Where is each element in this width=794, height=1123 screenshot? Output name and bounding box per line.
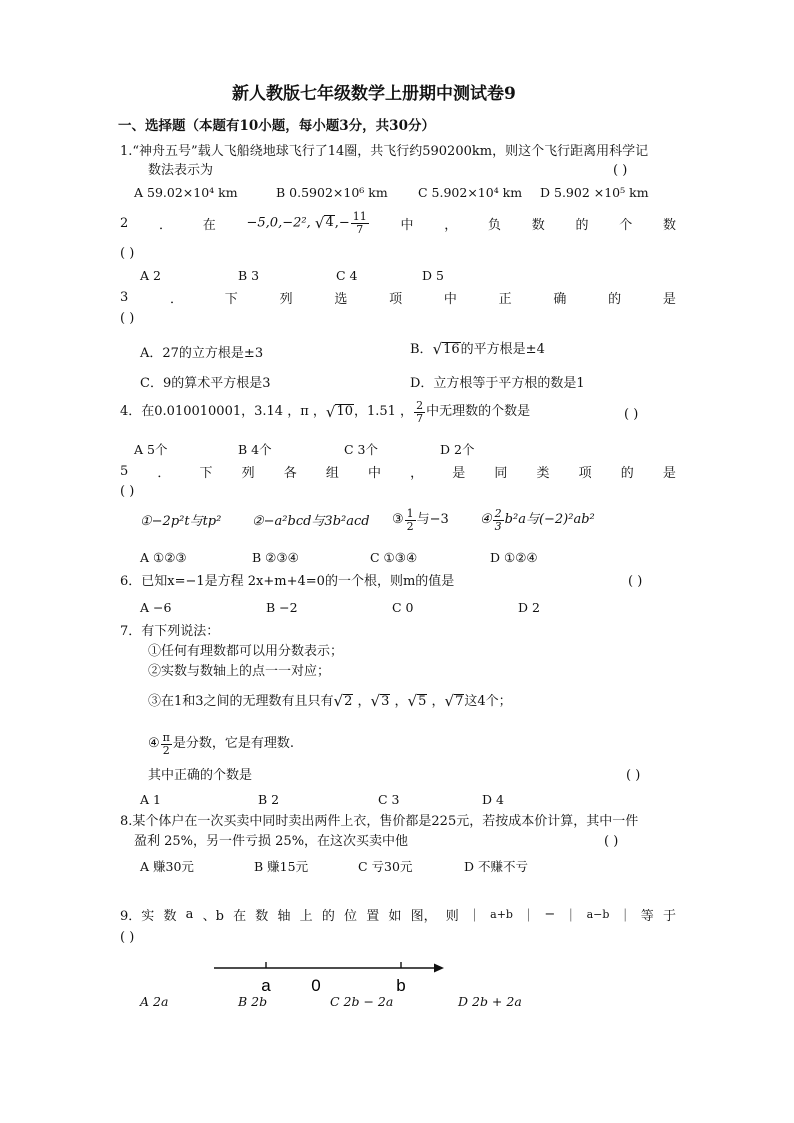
q4-middle: ，1.51 ， <box>353 404 414 420</box>
q8-option-b: B 赚15元 <box>254 859 309 874</box>
q5-item-4-text: b²a与(−2)²ab² <box>504 512 595 528</box>
q9-word: a+b <box>490 908 513 921</box>
q9-word: 数 <box>255 909 269 924</box>
page-title: 新人教版七年级数学上册期中测试卷9 <box>232 84 516 104</box>
q5-option-b: B ②③④ <box>252 550 299 565</box>
sqrt-symbol: √ 2 <box>333 692 353 711</box>
q5-option-c: C ①③④ <box>370 550 418 565</box>
q5-option-a: A ①②③ <box>140 550 187 565</box>
q2-option-a: A 2 <box>140 268 161 283</box>
q3-word: 的 <box>608 292 622 307</box>
q3-word: 3 <box>120 290 129 305</box>
q9-word: 数 <box>163 909 177 924</box>
q4-paren: ( ) <box>624 407 639 422</box>
q9-word: 位 <box>344 909 358 924</box>
q4-radicand: 10 <box>336 404 353 420</box>
q7-s4-suffix: 是分数，它是有理数. <box>172 736 295 752</box>
q3-word: 列 <box>279 292 293 307</box>
q6-option-a: A −6 <box>140 600 172 615</box>
q6-line: 6．已知x=−1是方程 2x+m+4=0的一个根，则m的值是 <box>120 574 455 589</box>
q9-word: 如 <box>388 909 402 924</box>
q2-word: 数 <box>662 217 676 233</box>
q2-word: ， <box>444 217 458 233</box>
q5-word: 列 <box>241 466 255 481</box>
q7-paren: ( ) <box>626 768 641 783</box>
q9-word: a−b <box>586 908 610 921</box>
q4-prefix: 4．在0.010010001，3.14 ，π ， <box>120 404 326 420</box>
q7-s3-rad-1: 2 <box>344 694 353 710</box>
q2-word: 中 <box>400 217 414 233</box>
q1-line1: 1.“神舟五号”载人飞船绕地球飞行了14圈，共飞行约590200km，则这个飞行距离用科学记 <box>120 144 649 159</box>
q9-word: ｜ <box>467 909 481 924</box>
q7-s3-prefix: ③在1和3之间的无理数有且只有 <box>148 694 334 709</box>
q6-paren: ( ) <box>628 574 643 589</box>
q1-option-b: B 0.5902×10⁶ km <box>276 185 388 200</box>
q9-word: 的 <box>321 909 335 924</box>
q3-optb-radicand: 16 <box>443 342 460 357</box>
q9-word: − <box>544 907 556 922</box>
q4-option-a: A 5个 <box>134 442 168 457</box>
q9-word: ｜ <box>618 909 632 924</box>
q5-word: 是 <box>662 466 676 481</box>
q2-expression: −5,0,−2², √ 4 ,− $\frac{11}{7}$ <box>246 209 367 236</box>
q3-word: 选 <box>334 292 348 307</box>
sqrt-symbol: √ 4 <box>314 213 334 232</box>
q9-word: 等 <box>640 909 654 924</box>
q7-ask: 其中正确的个数是 <box>148 768 253 783</box>
q5-paren: ( ) <box>120 484 135 499</box>
q7-line1: 7．有下列说法： <box>120 624 220 639</box>
q2-option-b: B 3 <box>238 268 260 283</box>
q3-option-d: D．立方根等于平方根的数是1 <box>410 376 585 391</box>
q4-option-d: D 2个 <box>440 442 475 457</box>
q8-paren: ( ) <box>604 834 619 849</box>
q9-word: 上 <box>299 909 313 924</box>
q5-word: 是 <box>452 466 466 481</box>
q1-option-c: C 5.902×10⁴ km <box>418 185 523 200</box>
axis-label-zero: 0 <box>311 976 321 995</box>
sqrt-symbol: √ 3 <box>370 692 390 711</box>
q3-word: 正 <box>498 292 512 307</box>
q9-option-a: A 2a <box>140 994 169 1009</box>
q7-statement-4 <box>148 732 294 756</box>
q5-word: 组 <box>325 466 339 481</box>
q2-word: 2 <box>120 215 129 231</box>
q5-frac4-num: 2 <box>494 507 502 520</box>
q5-item-4-mark: ④ <box>480 512 492 528</box>
q5-item-1: ①−2p²t与tp² <box>140 514 222 529</box>
sqrt-symbol: √ 5 <box>407 692 427 711</box>
q4-fraction <box>414 400 425 424</box>
q5-item-2: ②−a²bcd与3b²acd <box>252 514 370 529</box>
q7-s3-suffix: 这4个； <box>464 694 512 709</box>
q5-word: 5 <box>120 464 129 479</box>
q7-option-a: A 1 <box>140 792 161 807</box>
q3-word: ． <box>170 292 184 307</box>
q5-item-3-mark: ③ <box>392 512 404 528</box>
q5-frac3-num: 1 <box>406 507 414 520</box>
q2-word: 数 <box>531 217 545 233</box>
q2-line <box>120 208 676 238</box>
q7-s3-rad-2: 3 <box>381 694 390 710</box>
q5-frac3-den: 2 <box>406 519 414 533</box>
sqrt-symbol: √ 10 <box>325 402 353 421</box>
q7-s4-fraction <box>161 732 172 756</box>
q2-word: 在 <box>202 217 216 233</box>
q2-option-c: C 4 <box>336 268 358 283</box>
q3-line <box>120 288 676 307</box>
q3-optb-prefix: B． <box>410 342 433 358</box>
q4-option-c: C 3个 <box>344 442 378 457</box>
q5-line <box>120 462 676 481</box>
q5-item-4-fraction <box>493 508 504 532</box>
axis-label-a: a <box>261 976 271 995</box>
q6-option-c: C 0 <box>392 600 414 615</box>
q3-word: 中 <box>443 292 457 307</box>
q9-word: 图， <box>410 909 437 924</box>
q9-word: 在 <box>233 909 247 924</box>
q7-s3-rad-4: 7 <box>455 694 464 710</box>
q5-word: 项 <box>578 466 592 481</box>
q9-option-b: B 2b <box>238 994 268 1009</box>
q3-paren: ( ) <box>120 311 135 326</box>
q4-frac-den: 7 <box>416 411 424 425</box>
q5-word: 的 <box>620 466 634 481</box>
section-heading: 一、选择题（本题有10小题，每小题3分，共30分） <box>118 118 435 134</box>
q1-line2: 数法表示为 <box>148 163 214 178</box>
q5-item-3-text: 与−3 <box>416 512 449 528</box>
axis-label-b: b <box>396 976 406 995</box>
q5-item-4 <box>480 508 595 532</box>
q7-statement-3: ③在1和3之间的无理数有且只有 √ 2 ， √ 3 ， √ 5 ， √ 7 这4个； <box>148 692 512 711</box>
q2-radicand: 4 <box>325 215 334 231</box>
q7-s3-rad-3: 5 <box>418 694 427 710</box>
q9-option-c: C 2b − 2a <box>330 994 394 1009</box>
q1-option-a: A 59.02×10⁴ km <box>134 185 238 200</box>
q7-statement-1: ①任何有理数都可以用分数表示； <box>148 644 344 659</box>
q7-option-c: C 3 <box>378 792 400 807</box>
q7-s4-mark: ④ <box>148 736 160 752</box>
q6-option-b: B −2 <box>266 600 298 615</box>
q9-word: 置 <box>366 909 380 924</box>
q3-optb-suffix: 的平方根是±4 <box>460 342 545 358</box>
q9-word: 、b <box>202 909 224 924</box>
q2-option-d: D 5 <box>422 268 444 283</box>
q2-word: 的 <box>575 217 589 233</box>
q8-line2: 盈利 25%，另一件亏损 25%，在这次买卖中他 <box>134 834 409 849</box>
q5-word: ， <box>410 466 424 481</box>
q9-option-d: D 2b + 2a <box>458 994 522 1009</box>
q7-s4-den: 2 <box>162 743 170 757</box>
q9-word: 于 <box>662 909 676 924</box>
q9-word: ｜ <box>522 909 536 924</box>
q8-option-d: D 不赚不亏 <box>464 859 528 874</box>
q3-word: 项 <box>389 292 403 307</box>
q8-option-a: A 赚30元 <box>140 859 194 874</box>
q2-word: 个 <box>619 217 633 233</box>
q2-fraction <box>351 211 369 235</box>
q7-statement-2: ②实数与数轴上的点一一对应； <box>148 664 331 679</box>
q5-word: 同 <box>494 466 508 481</box>
q1-paren: ( ) <box>613 163 628 178</box>
q4-option-b: B 4个 <box>238 442 272 457</box>
q9-word: ｜ <box>564 909 578 924</box>
q7-s4-num: π <box>162 731 170 744</box>
sqrt-symbol: √ 7 <box>444 692 464 711</box>
q3-option-b <box>410 342 545 358</box>
q5-word: ． <box>157 466 171 481</box>
q5-frac4-den: 3 <box>494 519 502 533</box>
sqrt-symbol: √ 16 <box>432 340 460 359</box>
q1-option-d: D 5.902 ×10⁵ km <box>540 185 649 200</box>
q9-word: 9．实 <box>120 909 155 924</box>
q2-paren: ( ) <box>120 246 135 261</box>
q2-frac-den: 7 <box>356 222 364 236</box>
q4-suffix: 中无理数的个数是 <box>426 404 531 420</box>
q8-option-c: C 亏30元 <box>358 859 413 874</box>
q6-option-d: D 2 <box>518 600 540 615</box>
q3-option-a: A．27的立方根是±3 <box>140 346 264 361</box>
q9-word: 则 <box>445 909 459 924</box>
q5-word: 中 <box>368 466 382 481</box>
q2-word: 负 <box>487 217 501 233</box>
q5-option-d: D ①②④ <box>490 550 538 565</box>
q5-word: 类 <box>536 466 550 481</box>
q5-word: 各 <box>283 466 297 481</box>
q3-option-c: C．9的算术平方根是3 <box>140 376 271 391</box>
q5-word: 下 <box>199 466 213 481</box>
q5-item-3-fraction <box>405 508 416 532</box>
q4-frac-num: 2 <box>416 399 424 412</box>
q5-item-3 <box>392 508 449 532</box>
q7-option-b: B 2 <box>258 792 280 807</box>
q3-word: 是 <box>662 292 676 307</box>
number-line-diagram <box>212 958 448 998</box>
q2-expr-text: −5,0,−2², <box>246 215 311 231</box>
q9-paren: ( ) <box>120 930 135 945</box>
q3-word: 下 <box>224 292 238 307</box>
q3-word: 确 <box>553 292 567 307</box>
q2-frac-num: 11 <box>352 209 367 223</box>
number-line-arrow <box>434 964 444 973</box>
q8-line1: 8.某个体户在一次买卖中同时卖出两件上衣，售价都是225元，若按成本价计算，其中一件 <box>120 814 639 829</box>
q2-word: ． <box>159 217 173 233</box>
q9-line <box>120 905 676 924</box>
q7-option-d: D 4 <box>482 792 504 807</box>
q9-word: a <box>185 907 194 922</box>
q9-word: 轴 <box>277 909 291 924</box>
q4-line <box>120 400 530 424</box>
